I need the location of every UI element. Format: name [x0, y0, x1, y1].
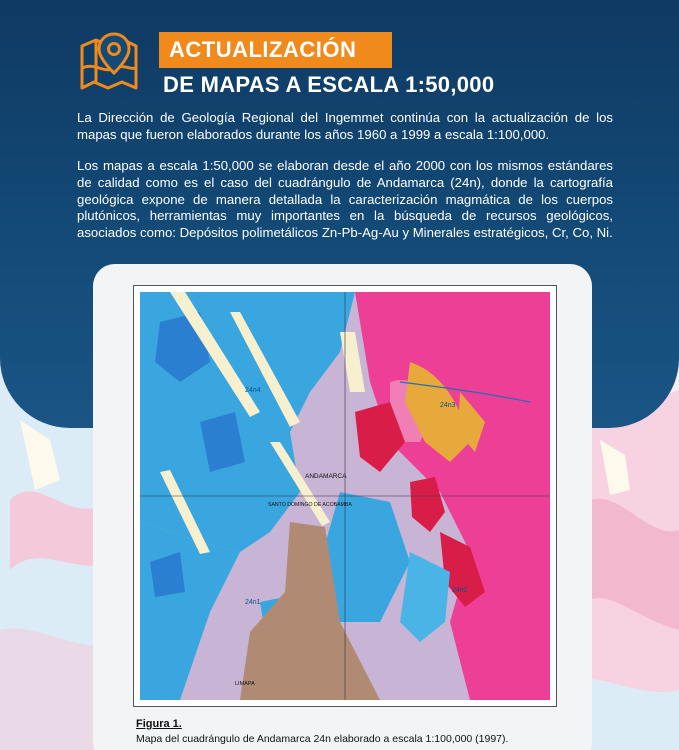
figure-caption: Mapa del cuadrángulo de Andamarca 24n elaborado a escala 1:100,000 (1997). — [136, 733, 509, 745]
map-quad-label-4: 24n2 — [452, 587, 468, 594]
geologic-map-frame — [133, 285, 557, 707]
map-quad-label-1: 24n4 — [245, 387, 261, 394]
geologic-map — [140, 292, 550, 700]
figure-label: Figura 1. — [136, 718, 182, 730]
detail-paragraph: Los mapas a escala 1:50,000 se elaboran desde el año 2000 con los mismos estándares de calidad como es el caso del cuadrángulo de Andamarca (24n), donde la cartografía geológica expone de manera detallada la caracterización magmática de los cuerpos plutónicos, herramientas muy importantes en la búsqueda de recursos geológicos, asociados como: Depósitos polimetálicos Zn-Pb-Ag-Au y Minerales estratégicos, Cr, Co, Ni. — [77, 158, 613, 241]
map-town-andamarca: ANDAMARCA — [305, 473, 347, 480]
map-town-santo-domingo: SANTO DOMINGO DE ACOBAMBA — [268, 502, 352, 508]
map-town-limapa: LIMAPA — [235, 681, 255, 687]
page-title: DE MAPAS A ESCALA 1:50,000 — [163, 72, 495, 97]
map-pin-icon — [76, 28, 142, 94]
map-quad-label-3: 24n1 — [245, 599, 261, 606]
intro-paragraph: La Dirección de Geología Regional del Ingemmet continúa con la actualización de los mapas que fueron elaborados durante los años 1960 a 1999 a escala 1:100,000. — [77, 110, 613, 142]
map-quad-label-2: 24n3 — [440, 402, 456, 409]
title-highlight: ACTUALIZACIÓN — [159, 32, 392, 68]
